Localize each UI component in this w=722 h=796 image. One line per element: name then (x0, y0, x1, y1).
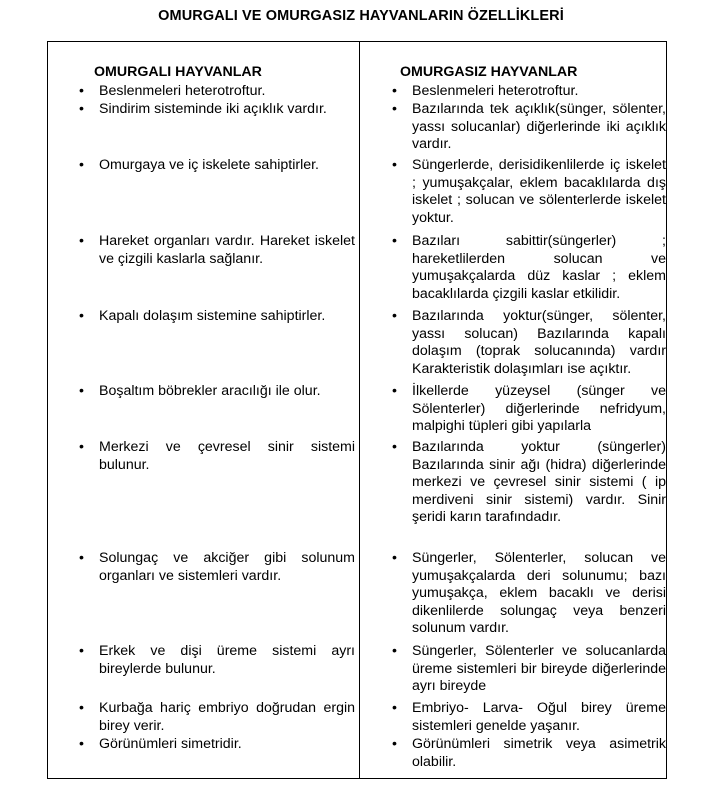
list-item (79, 643, 355, 678)
list-item (79, 101, 355, 119)
list-item (79, 550, 355, 585)
list-item-text: Boşaltım böbrekler aracılığı ile olur. (99, 383, 321, 399)
list-item-text: Süngerlerde, derisidikenlilerde iç iskelet ; yumuşakçalar, eklem bacaklılarda dış iskelet ; solucan ve sölenterlerde iskelet yoktur. (412, 157, 666, 226)
list-item-text: Beslenmeleri heterotroftur. (412, 83, 579, 99)
list-item (392, 700, 666, 735)
list-item (392, 101, 666, 154)
bullet: • (79, 308, 84, 324)
list-item-text: Hareket organları vardır. Hareket iskelet ve çizgili kaslarla sağlanır. (99, 233, 355, 267)
list-item (79, 157, 355, 175)
bullet: • (392, 736, 397, 752)
bullet: • (392, 550, 397, 566)
bullet: • (79, 550, 84, 566)
list-item-text: İlkellerde yüzeysel (sünger ve Sölenterler) diğerlerinde nefridyum, malpighi tüpleri gibi yapılarla (412, 383, 666, 434)
list-item (79, 439, 355, 474)
invertebrates-heading: OMURGASIZ HAYVANLAR (400, 64, 578, 80)
list-item (79, 700, 355, 735)
list-item (392, 643, 666, 696)
bullet: • (79, 101, 84, 117)
list-item (79, 83, 355, 101)
list-item-text: Merkezi ve çevresel sinir sistemi bulunur. (99, 439, 355, 473)
list-item (79, 736, 355, 754)
list-item-text: Omurgaya ve iç iskelete sahiptirler. (99, 157, 319, 173)
bullet: • (392, 233, 397, 249)
vertebrates-heading: OMURGALI HAYVANLAR (94, 64, 262, 80)
list-item (392, 550, 666, 638)
list-item (392, 736, 666, 771)
bullet: • (79, 233, 84, 249)
list-item (392, 308, 666, 378)
list-item-text: Embriyo- Larva- Oğul birey üreme sistemleri genelde yaşanır. (412, 700, 666, 734)
bullet: • (392, 643, 397, 659)
bullet: • (79, 439, 84, 455)
list-item-text: Erkek ve dişi üreme sistemi ayrı bireylerde bulunur. (99, 643, 355, 677)
list-item-text: Süngerler, Sölenterler, solucan ve yumuşakçalarda deri solunumu; bazı yumuşakça, eklem bacaklı ve derisi dikenlilerde solungaç veya benzeri solunum vardır. (412, 550, 666, 636)
list-item (79, 383, 355, 401)
list-item-text: Solungaç ve akciğer gibi solunum organları ve sistemleri vardır. (99, 550, 355, 584)
list-item-text: Bazılarında yoktur(sünger, sölenter, yassı solucan) Bazılarında kapalı dolaşım (toprak solucanında) vardır Karakteristik dolaşımları ise açıktır. (412, 308, 666, 377)
bullet: • (79, 736, 84, 752)
list-item-text: Beslenmeleri heterotroftur. (99, 83, 266, 99)
bullet: • (79, 643, 84, 659)
list-item (79, 233, 355, 268)
bullet: • (79, 83, 84, 99)
list-item (79, 308, 355, 326)
list-item (392, 439, 666, 527)
list-item (392, 83, 666, 101)
list-item-text: Bazılarında tek açıklık(sünger, sölenter, yassı solucanlar) diğerlerinde iki açıklık vardır. (412, 101, 666, 152)
bullet: • (392, 101, 397, 117)
list-item-text: Görünümleri simetrik veya asimetrik olabilir. (412, 736, 666, 770)
bullet: • (392, 83, 397, 99)
bullet: • (79, 157, 84, 173)
bullet: • (79, 700, 84, 716)
list-item-text: Kapalı dolaşım sistemine sahiptirler. (99, 308, 326, 324)
list-item-text: Görünümleri simetridir. (99, 736, 242, 752)
bullet: • (392, 700, 397, 716)
bullet: • (392, 157, 397, 173)
list-item-text: Süngerler, Sölenterler ve solucanlarda üreme sistemleri bir bireyde diğerlerinde ayrı bireyde (412, 643, 666, 694)
bullet: • (392, 439, 397, 455)
column-divider (359, 41, 360, 779)
list-item-text: Bazılarında yoktur (süngerler) Bazılarında sinir ağı (hidra) diğerlerinde merkezi ve çevresel sinir sistemi ( ip merdiveni sinir sistemi) vardır. Sinir şeridi karın tarafındadır. (412, 439, 666, 525)
bullet: • (392, 383, 397, 399)
document-title: OMURGALI VE OMURGASIZ HAYVANLARIN ÖZELLİKLERİ (158, 8, 564, 24)
list-item-text: Kurbağa hariç embriyo doğrudan ergin birey verir. (99, 700, 355, 734)
list-item (392, 383, 666, 436)
list-item-text: Bazıları sabittir(süngerler) ; hareketlilerden solucan ve yumuşakçalarda düz kaslar ; eklem bacaklılarda çizgili kaslar etkilidir. (412, 233, 666, 302)
list-item (392, 233, 666, 303)
bullet: • (392, 308, 397, 324)
list-item (392, 157, 666, 227)
bullet: • (79, 383, 84, 399)
list-item-text: Sindirim sisteminde iki açıklık vardır. (99, 101, 327, 117)
